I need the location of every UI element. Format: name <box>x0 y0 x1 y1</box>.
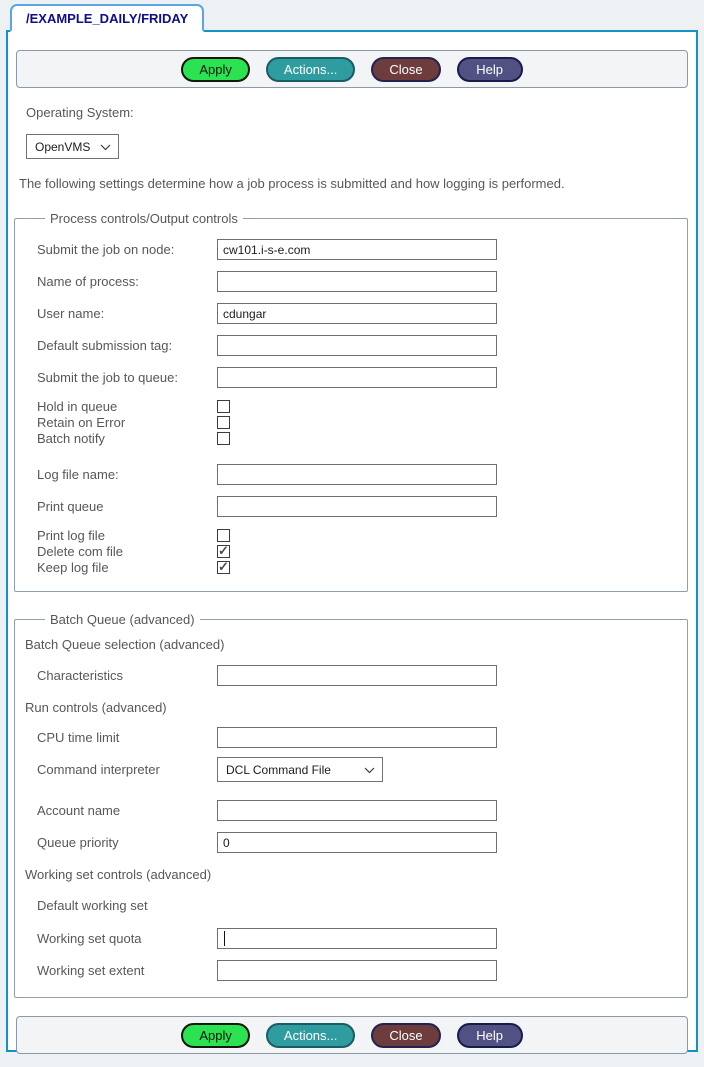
retain-on-error-checkbox[interactable] <box>217 416 230 429</box>
text-caret <box>224 931 225 946</box>
working-set-quota-input[interactable] <box>217 928 497 949</box>
keep-log-file-checkbox[interactable] <box>217 561 230 574</box>
print-log-file-label: Print log file <box>37 527 105 543</box>
hold-in-queue-checkbox[interactable] <box>217 400 230 413</box>
characteristics-input[interactable] <box>217 665 497 686</box>
queue-checkbox-group <box>37 398 677 446</box>
command-interpreter-label: Command interpreter <box>37 762 160 777</box>
field-row <box>37 367 677 388</box>
batch-notify-checkbox[interactable] <box>217 432 230 445</box>
account-name-input[interactable] <box>217 800 497 821</box>
process-name-input[interactable] <box>217 271 497 292</box>
actions-button[interactable]: Actions... <box>266 1023 355 1048</box>
field-row <box>37 727 677 748</box>
field-row <box>37 665 677 686</box>
process-name-label: Name of process: <box>37 274 139 289</box>
print-queue-input[interactable] <box>217 496 497 517</box>
command-interpreter-select[interactable] <box>217 757 383 782</box>
operating-system-value: OpenVMS <box>35 139 91 154</box>
toolbar-bottom <box>16 1016 688 1054</box>
submission-tag-input[interactable] <box>217 335 497 356</box>
operating-system-label: Operating System: <box>26 105 134 120</box>
checkbox-row <box>37 414 677 430</box>
tab-label: /EXAMPLE_DAILY/FRIDAY <box>26 11 189 26</box>
batch-queue-selection-header: Batch Queue selection (advanced) <box>25 637 225 652</box>
job-settings-panel <box>6 30 698 1052</box>
checkbox-row <box>37 559 677 575</box>
field-row <box>37 757 677 782</box>
close-button[interactable]: Close <box>371 57 440 82</box>
submit-queue-label: Submit the job to queue: <box>37 370 178 385</box>
characteristics-label: Characteristics <box>37 668 123 683</box>
field-row <box>37 496 677 517</box>
working-set-quota-label: Working set quota <box>37 931 142 946</box>
submit-node-label: Submit the job on node: <box>37 242 175 257</box>
field-row <box>37 271 677 292</box>
cpu-time-limit-input[interactable] <box>217 727 497 748</box>
batch-queue-fieldset <box>14 612 688 998</box>
checkbox-row <box>37 543 677 559</box>
submission-tag-label: Default submission tag: <box>37 338 173 353</box>
user-name-input[interactable] <box>217 303 497 324</box>
submit-node-input[interactable] <box>217 239 497 260</box>
field-row <box>37 239 677 260</box>
account-name-label: Account name <box>37 803 121 818</box>
batch-notify-label: Batch notify <box>37 430 105 446</box>
process-controls-fieldset <box>14 211 688 592</box>
keep-log-file-label: Keep log file <box>37 559 109 575</box>
tab-example-daily-friday[interactable] <box>10 4 204 32</box>
operating-system-select[interactable] <box>26 134 119 159</box>
apply-button[interactable]: Apply <box>181 1023 250 1048</box>
retain-on-error-label: Retain on Error <box>37 414 126 430</box>
working-set-extent-input[interactable] <box>217 960 497 981</box>
checkbox-row <box>37 398 677 414</box>
hold-in-queue-label: Hold in queue <box>37 398 118 414</box>
field-row <box>37 335 677 356</box>
chevron-down-icon <box>100 140 111 154</box>
run-controls-header: Run controls (advanced) <box>25 700 167 715</box>
delete-com-file-checkbox[interactable] <box>217 545 230 558</box>
print-log-file-checkbox[interactable] <box>217 529 230 542</box>
default-working-set-label: Default working set <box>37 898 148 913</box>
delete-com-file-label: Delete com file <box>37 543 123 559</box>
user-name-label: User name: <box>37 306 105 321</box>
print-queue-label: Print queue <box>37 499 104 514</box>
working-set-extent-label: Working set extent <box>37 963 145 978</box>
field-row <box>37 832 677 853</box>
close-button[interactable]: Close <box>371 1023 440 1048</box>
cpu-time-limit-label: CPU time limit <box>37 730 120 745</box>
field-row <box>37 960 677 981</box>
log-checkbox-group <box>37 527 677 575</box>
checkbox-row <box>37 527 677 543</box>
batch-queue-legend: Batch Queue (advanced) <box>50 612 195 627</box>
process-controls-legend: Process controls/Output controls <box>50 211 238 226</box>
command-interpreter-value: DCL Command File <box>226 762 331 777</box>
queue-priority-input[interactable] <box>217 832 497 853</box>
help-button[interactable]: Help <box>457 1023 523 1048</box>
field-row <box>37 464 677 485</box>
intro-text: The following settings determine how a job process is submitted and how logging is performed. <box>19 176 565 191</box>
field-row <box>37 800 677 821</box>
field-row <box>37 303 677 324</box>
chevron-down-icon <box>364 763 375 777</box>
checkbox-row <box>37 430 677 446</box>
log-file-label: Log file name: <box>37 467 119 482</box>
help-button[interactable]: Help <box>457 57 523 82</box>
apply-button[interactable]: Apply <box>181 57 250 82</box>
actions-button[interactable]: Actions... <box>266 57 355 82</box>
log-file-input[interactable] <box>217 464 497 485</box>
toolbar-top <box>16 50 688 88</box>
submit-queue-input[interactable] <box>217 367 497 388</box>
field-row <box>37 928 677 949</box>
working-set-controls-header: Working set controls (advanced) <box>25 867 212 882</box>
queue-priority-label: Queue priority <box>37 835 119 850</box>
